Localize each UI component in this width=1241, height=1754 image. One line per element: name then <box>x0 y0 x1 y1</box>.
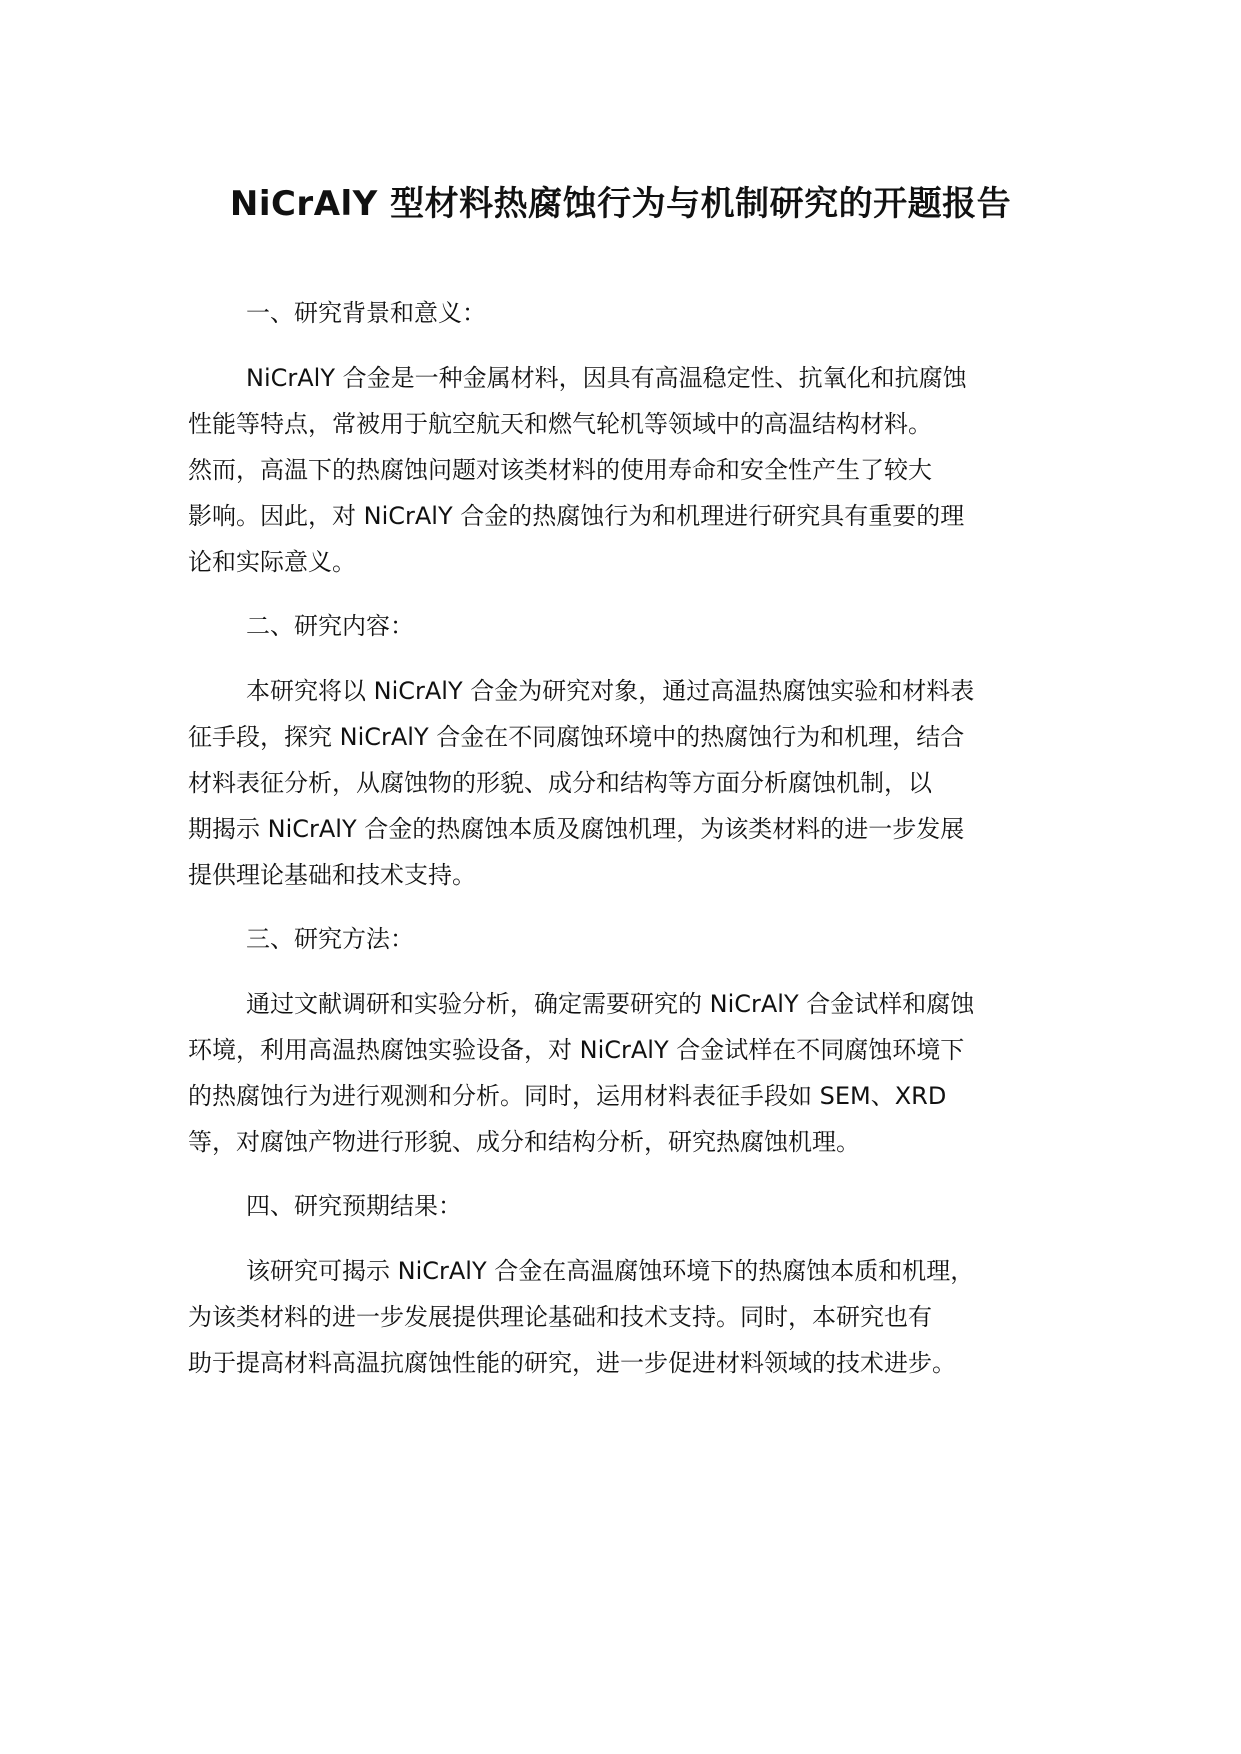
paragraph-method <box>188 981 1088 1165</box>
section-heading-method: 三、研究方法： <box>246 925 414 953</box>
text-line: 材料表征分析，从腐蚀物的形貌、成分和结构等方面分析腐蚀机制，以 <box>188 769 932 797</box>
text-line: 环境，利用高温热腐蚀实验设备，对 NiCrAlY 合金试样在不同腐蚀环境下 <box>188 1036 965 1064</box>
document-body <box>188 290 1088 1404</box>
paragraph-expected-results <box>188 1248 1088 1386</box>
text-line: 该研究可揭示 NiCrAlY 合金在高温腐蚀环境下的热腐蚀本质和机理， <box>246 1257 975 1285</box>
section-heading-background: 一、研究背景和意义： <box>246 299 486 327</box>
text-line: 的热腐蚀行为进行观测和分析。同时，运用材料表征手段如 SEM、XRD <box>188 1082 947 1110</box>
text-line: 征手段，探究 NiCrAlY 合金在不同腐蚀环境中的热腐蚀行为和机理，结合 <box>188 723 965 751</box>
text-line: 为该类材料的进一步发展提供理论基础和技术支持。同时，本研究也有 <box>188 1303 932 1331</box>
text-line: 期揭示 NiCrAlY 合金的热腐蚀本质及腐蚀机理，为该类材料的进一步发展 <box>188 815 965 843</box>
paragraph-content <box>188 668 1088 898</box>
text-line: 助于提高材料高温抗腐蚀性能的研究，进一步促进材料领域的技术进步。 <box>188 1349 956 1377</box>
section-heading-expected-results: 四、研究预期结果： <box>246 1192 462 1220</box>
text-line: NiCrAlY 合金是一种金属材料，因具有高温稳定性、抗氧化和抗腐蚀 <box>246 364 967 392</box>
text-line: 提供理论基础和技术支持。 <box>188 861 476 889</box>
text-line: 性能等特点，常被用于航空航天和燃气轮机等领域中的高温结构材料。 <box>188 410 932 438</box>
text-line: 等，对腐蚀产物进行形貌、成分和结构分析，研究热腐蚀机理。 <box>188 1128 860 1156</box>
document-title: NiCrAlY 型材料热腐蚀行为与机制研究的开题报告 <box>229 184 1012 224</box>
section-heading-content: 二、研究内容： <box>246 612 414 640</box>
text-line: 影响。因此，对 NiCrAlY 合金的热腐蚀行为和机理进行研究具有重要的理 <box>188 502 965 530</box>
text-line: 然而，高温下的热腐蚀问题对该类材料的使用寿命和安全性产生了较大 <box>188 456 932 484</box>
paragraph-background <box>188 355 1088 585</box>
text-line: 论和实际意义。 <box>188 548 356 576</box>
text-line: 通过文献调研和实验分析，确定需要研究的 NiCrAlY 合金试样和腐蚀 <box>246 990 975 1018</box>
text-line: 本研究将以 NiCrAlY 合金为研究对象，通过高温热腐蚀实验和材料表 <box>246 677 975 705</box>
